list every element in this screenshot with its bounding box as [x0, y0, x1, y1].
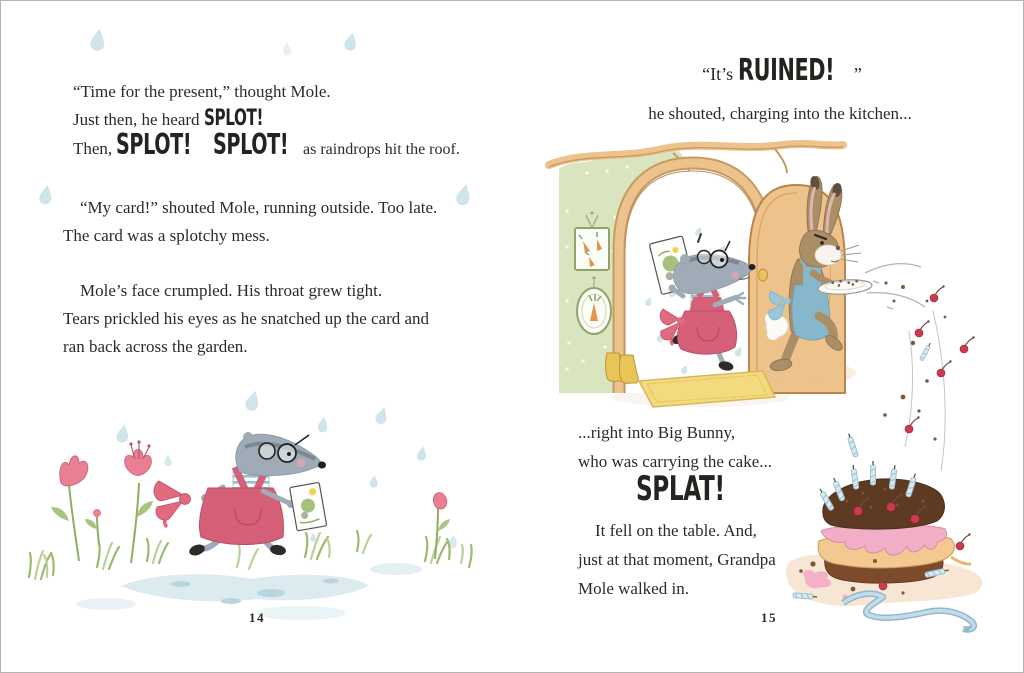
blush: [731, 271, 739, 279]
shout-word: RUINED!: [737, 52, 834, 89]
back-bow: [154, 481, 183, 520]
right-page-subheading: he shouted, charging into the kitchen...: [648, 104, 912, 123]
greeting-card: [290, 482, 327, 531]
story-line: just at that moment, Grandpa: [578, 550, 776, 569]
mole-ear: [680, 254, 690, 264]
shout-word: SPLOT!: [116, 128, 192, 162]
story-line: ...right into Big Bunny,: [578, 423, 736, 442]
blush: [297, 459, 306, 468]
right-story-paragraph: [578, 418, 794, 603]
story-text: ”: [853, 64, 862, 84]
page-number-right: 15: [761, 610, 777, 625]
story-line: Tears prickled his eyes as he snatched up the card and: [63, 309, 430, 328]
story-line: “My card!” shouted Mole, running outside. Too late.: [80, 198, 438, 217]
left-story-paragraph-1: [73, 78, 460, 162]
glasses: [711, 251, 728, 268]
story-line: Mole’s face crumpled. His throat grew tight.: [80, 281, 383, 300]
story-text: Then,: [73, 139, 117, 158]
left-story-paragraph-3: [63, 277, 429, 361]
crumbs: [883, 281, 946, 440]
right-page-heading: [513, 52, 1024, 89]
page-number-left: 14: [249, 610, 265, 625]
mole-character: [154, 432, 327, 557]
left-story-paragraph-2: [63, 194, 437, 250]
story-text: Just then, he heard: [73, 110, 204, 129]
story-line: who was carrying the cake...: [578, 452, 773, 471]
chocolate-top: [823, 479, 945, 529]
shout-word: SPLOT!: [203, 104, 263, 131]
pinafore-dress: [678, 311, 737, 354]
story-line: It fell on the table. And,: [595, 521, 757, 540]
bunny-eye: [820, 241, 824, 245]
shout-word: SPLOT!: [212, 128, 289, 162]
story-text: “It’s: [702, 64, 738, 84]
shout-word: SPLAT!: [635, 468, 725, 509]
bunny-nose: [836, 246, 840, 250]
flying-debris: [846, 264, 974, 471]
story-line: ran back across the garden.: [63, 337, 248, 356]
mole-ear: [243, 432, 253, 442]
story-line: “Time for the present,” thought Mole.: [73, 82, 331, 101]
door-knob: [759, 269, 768, 281]
splatted-cake: [786, 461, 983, 633]
story-line: [578, 468, 794, 516]
mole-nose: [749, 264, 756, 270]
story-line: Mole walked in.: [578, 579, 689, 598]
mole-nose: [318, 462, 326, 469]
story-line: [73, 128, 460, 162]
story-line: The card was a splotchy mess.: [63, 226, 270, 245]
story-text: as raindrops hit the roof.: [302, 141, 460, 158]
rain-boots: [606, 353, 639, 383]
